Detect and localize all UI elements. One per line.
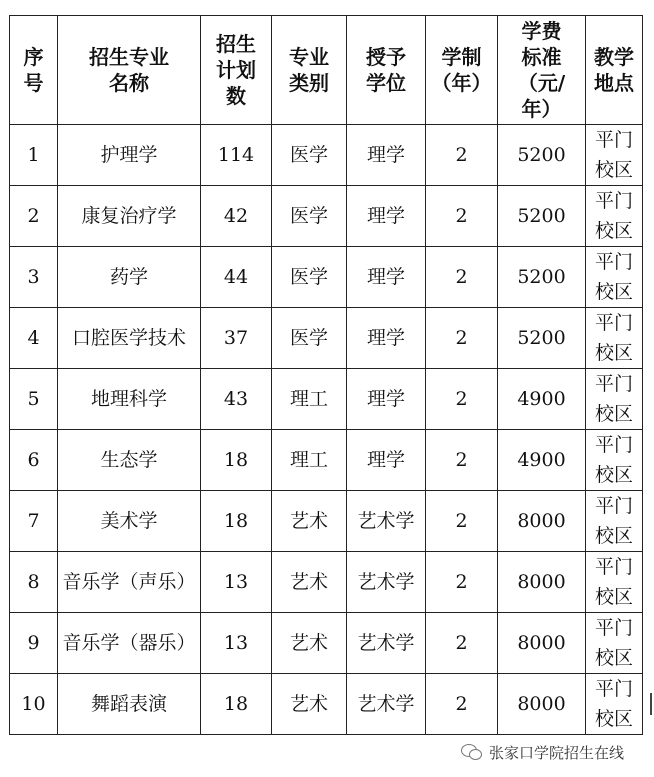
campus-line: 平门: [594, 556, 633, 578]
header-line: （年）: [431, 71, 492, 95]
cell-category: 理工: [272, 430, 347, 491]
edge-mark: [650, 693, 652, 715]
cell-major: 生态学: [58, 430, 201, 491]
cell-no: 2: [10, 186, 58, 247]
campus-line: 校区: [594, 647, 633, 669]
enrollment-plan-table: [9, 15, 643, 735]
cell-campus: [586, 430, 643, 491]
cell-years: 2: [426, 125, 498, 186]
cell-years: 2: [426, 369, 498, 430]
cell-years: 2: [426, 674, 498, 735]
header-line: （元/: [517, 71, 566, 95]
campus-line: 平门: [594, 617, 633, 639]
header-no: [10, 16, 58, 125]
table-row: [10, 247, 643, 308]
cell-campus: [586, 369, 643, 430]
campus-line: 校区: [594, 403, 633, 425]
cell-plan: 18: [201, 491, 272, 552]
cell-fee: 5200: [498, 125, 586, 186]
cell-degree: 艺术学: [347, 552, 426, 613]
cell-degree: 艺术学: [347, 491, 426, 552]
cell-campus: [586, 674, 643, 735]
cell-major: 美术学: [58, 491, 201, 552]
source-text: 张家口学院招生在线: [489, 743, 625, 762]
cell-major: 地理科学: [58, 369, 201, 430]
campus-line: 校区: [594, 525, 633, 547]
cell-fee: 4900: [498, 369, 586, 430]
cell-no: 9: [10, 613, 58, 674]
cell-major: 音乐学（器乐）: [58, 613, 201, 674]
table-row: [10, 125, 643, 186]
header-fee: [498, 16, 586, 125]
table-body: [10, 125, 643, 735]
cell-category: 理工: [272, 369, 347, 430]
cell-category: 医学: [272, 186, 347, 247]
campus-line: 平门: [594, 495, 633, 517]
cell-major: 药学: [58, 247, 201, 308]
cell-fee: 4900: [498, 430, 586, 491]
cell-campus: [586, 613, 643, 674]
header-line: 授予: [366, 45, 406, 69]
campus-line: 校区: [594, 220, 633, 242]
cell-degree: 理学: [347, 369, 426, 430]
cell-degree: 理学: [347, 186, 426, 247]
cell-major: 口腔医学技术: [58, 308, 201, 369]
cell-major: 舞蹈表演: [58, 674, 201, 735]
header-major: [58, 16, 201, 125]
cell-campus: [586, 552, 643, 613]
cell-major: 音乐学（声乐）: [58, 552, 201, 613]
header-line: 招生: [216, 32, 256, 56]
table-row: [10, 369, 643, 430]
cell-years: 2: [426, 430, 498, 491]
table-row: [10, 430, 643, 491]
campus-line: 平门: [594, 190, 633, 212]
table-row: [10, 308, 643, 369]
cell-category: 医学: [272, 247, 347, 308]
cell-campus: [586, 125, 643, 186]
campus-line: 平门: [594, 129, 633, 151]
cell-no: 8: [10, 552, 58, 613]
cell-plan: 18: [201, 674, 272, 735]
table-row: [10, 186, 643, 247]
cell-category: 艺术: [272, 552, 347, 613]
header-line: 专业: [289, 45, 329, 69]
cell-no: 10: [10, 674, 58, 735]
campus-line: 校区: [594, 586, 633, 608]
campus-line: 校区: [594, 708, 633, 730]
header-years: [426, 16, 498, 125]
cell-category: 艺术: [272, 613, 347, 674]
header-line: 标准: [521, 45, 562, 69]
header-category: [272, 16, 347, 125]
table-row: [10, 552, 643, 613]
cell-no: 7: [10, 491, 58, 552]
cell-no: 3: [10, 247, 58, 308]
cell-years: 2: [426, 186, 498, 247]
cell-fee: 8000: [498, 552, 586, 613]
cell-fee: 5200: [498, 247, 586, 308]
header-line: 序: [23, 45, 44, 69]
cell-years: 2: [426, 247, 498, 308]
cell-years: 2: [426, 308, 498, 369]
header-line: 计划: [216, 58, 256, 82]
cell-degree: 理学: [347, 430, 426, 491]
header-line: 数: [226, 84, 246, 108]
header-line: 年）: [521, 97, 562, 121]
table-header-row: [10, 16, 643, 125]
cell-years: 2: [426, 613, 498, 674]
cell-no: 4: [10, 308, 58, 369]
cell-plan: 37: [201, 308, 272, 369]
cell-plan: 42: [201, 186, 272, 247]
cell-fee: 8000: [498, 491, 586, 552]
header-line: 学制: [441, 45, 482, 69]
cell-category: 医学: [272, 125, 347, 186]
campus-line: 校区: [594, 159, 633, 181]
campus-line: 平门: [594, 434, 633, 456]
cell-major: 康复治疗学: [58, 186, 201, 247]
header-campus: [586, 16, 643, 125]
cell-years: 2: [426, 491, 498, 552]
cell-degree: 艺术学: [347, 613, 426, 674]
cell-major: 护理学: [58, 125, 201, 186]
header-line: 类别: [289, 71, 329, 95]
cell-plan: 13: [201, 552, 272, 613]
cell-degree: 理学: [347, 308, 426, 369]
cell-fee: 5200: [498, 308, 586, 369]
cell-degree: 艺术学: [347, 674, 426, 735]
cell-years: 2: [426, 552, 498, 613]
header-degree: [347, 16, 426, 125]
cell-campus: [586, 186, 643, 247]
cell-fee: 8000: [498, 674, 586, 735]
table-row: [10, 674, 643, 735]
campus-line: 校区: [594, 342, 633, 364]
cell-fee: 5200: [498, 186, 586, 247]
header-plan: [201, 16, 272, 125]
cell-fee: 8000: [498, 613, 586, 674]
cell-category: 艺术: [272, 491, 347, 552]
header-line: 名称: [109, 71, 149, 95]
cell-plan: 13: [201, 613, 272, 674]
cell-no: 6: [10, 430, 58, 491]
header-line: 招生专业: [89, 45, 169, 69]
cell-category: 医学: [272, 308, 347, 369]
wechat-icon: [461, 743, 483, 761]
cell-category: 艺术: [272, 674, 347, 735]
source-watermark: [461, 740, 624, 764]
cell-degree: 理学: [347, 125, 426, 186]
campus-line: 平门: [594, 312, 633, 334]
campus-line: 校区: [594, 464, 633, 486]
cell-plan: 43: [201, 369, 272, 430]
table-row: [10, 613, 643, 674]
cell-plan: 114: [201, 125, 272, 186]
header-line: 教学: [594, 45, 634, 69]
campus-line: 校区: [594, 281, 633, 303]
header-line: 号: [23, 71, 44, 95]
campus-line: 平门: [594, 373, 633, 395]
cell-no: 5: [10, 369, 58, 430]
campus-line: 平门: [594, 678, 633, 700]
header-line: 地点: [594, 71, 634, 95]
campus-line: 平门: [594, 251, 633, 273]
cell-campus: [586, 308, 643, 369]
header-line: 学费: [521, 19, 562, 43]
cell-no: 1: [10, 125, 58, 186]
cell-plan: 18: [201, 430, 272, 491]
cell-campus: [586, 247, 643, 308]
header-line: 学位: [366, 71, 406, 95]
cell-plan: 44: [201, 247, 272, 308]
cell-degree: 理学: [347, 247, 426, 308]
cell-campus: [586, 491, 643, 552]
table-row: [10, 491, 643, 552]
